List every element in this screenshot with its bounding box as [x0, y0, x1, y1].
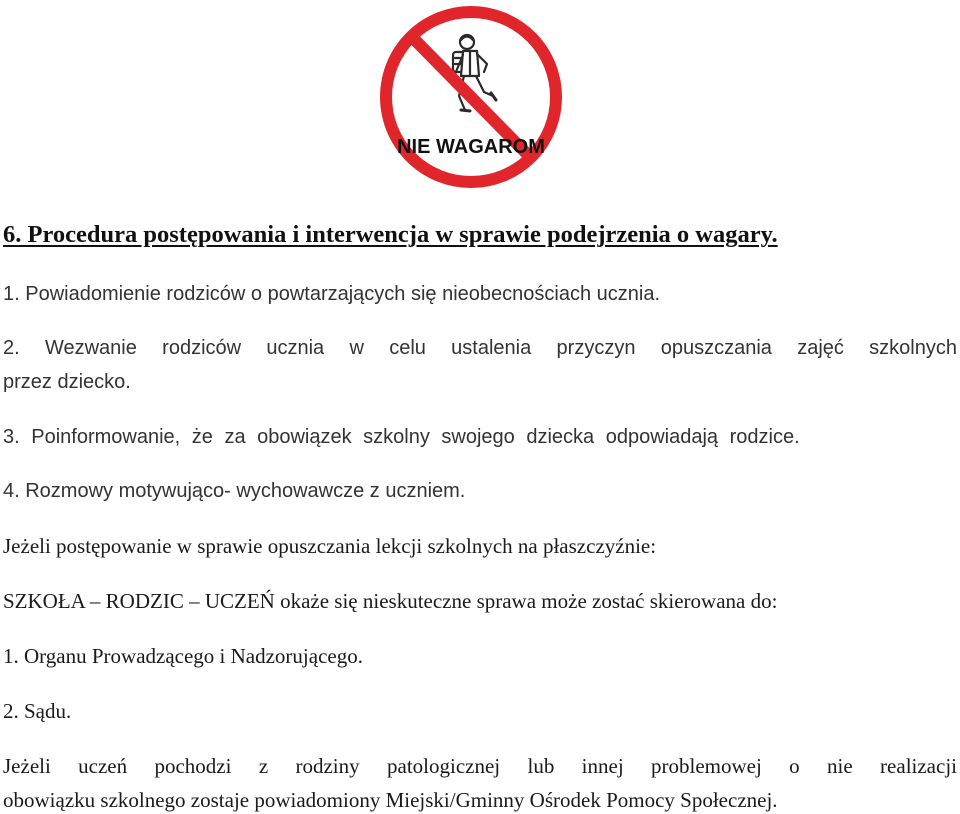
logo-text: NIE WAGAROM [397, 136, 545, 158]
no-truancy-sign-logo [373, 0, 569, 192]
condition-main: SZKOŁA – RODZIC – UCZEŃ okaże się nieskuteczne sprawa może zostać skierowana do: [3, 589, 778, 613]
referral-1: 1. Organu Prowadzącego i Nadzorującego. [3, 644, 363, 668]
section-heading: 6. Procedura postępowania i interwencja w sprawie podejrzenia o wagary. [3, 221, 778, 248]
step-2: 2. Wezwanie rodziców ucznia w celu ustalenia przyczyn opuszczania zajęć szkolnych [3, 337, 957, 359]
step-3: 3. Poinformowanie, że za obowiązek szkolny swojego dziecka odpowiadają rodzice. [3, 426, 800, 448]
step-1: 1. Powiadomienie rodziców o powtarzających się nieobecnościach ucznia. [3, 283, 661, 305]
step-2-continuation: przez dziecko. [3, 371, 131, 393]
final-paragraph-line-2: obowiązku szkolnego zostaje powiadomiony Miejski/Gminny Ośrodek Pomocy Społecznej. [3, 788, 778, 812]
final-paragraph-line-1: Jeżeli uczeń pochodzi z rodziny patologicznej lub innej problemowej o nie realizacji [3, 754, 957, 778]
step-4: 4. Rozmowy motywująco- wychowawcze z uczniem. [3, 480, 466, 502]
referral-2: 2. Sądu. [3, 699, 72, 723]
condition-intro: Jeżeli postępowanie w sprawie opuszczania lekcji szkolnych na płaszczyźnie: [3, 534, 657, 558]
